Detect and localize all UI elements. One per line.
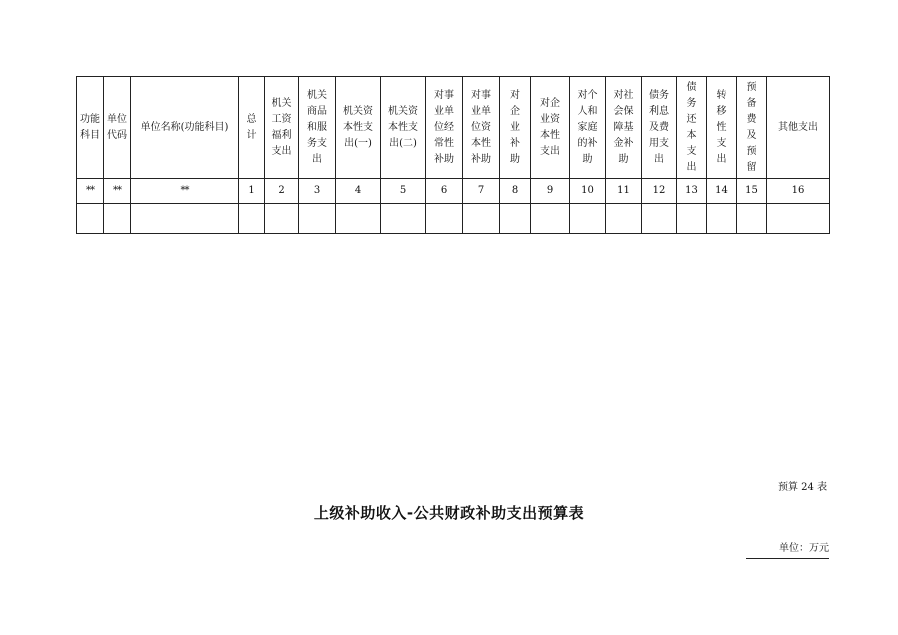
- header-cell: [104, 77, 131, 179]
- header-cell: [265, 77, 299, 179]
- code-cell: **: [77, 179, 104, 204]
- data-cell: [104, 204, 131, 234]
- data-cell: [381, 204, 426, 234]
- header-cell: [77, 77, 104, 179]
- header-cell: [336, 77, 381, 179]
- header-social-security: 对社 会保 障基 金补 助: [613, 89, 634, 165]
- header-cell: [463, 77, 500, 179]
- header-cell: [299, 77, 336, 179]
- data-cell: [265, 204, 299, 234]
- code-cell: 5: [381, 179, 426, 204]
- data-cell: [299, 204, 336, 234]
- header-institution-capital: 对事 业单 位资 本性 补助: [471, 89, 491, 165]
- data-row: [77, 204, 830, 234]
- header-unit-code: 单位 代码: [107, 113, 127, 141]
- header-transfer: 转 移 性 支 出: [716, 89, 727, 165]
- header-cell: [381, 77, 426, 179]
- header-salary-welfare: 机关 工资 福利 支出: [271, 97, 292, 157]
- header-cell: [131, 77, 239, 179]
- data-cell: [463, 204, 500, 234]
- header-debt-principal: 债 务 还 本 支 出: [686, 81, 697, 173]
- data-cell: [737, 204, 767, 234]
- header-cell: [677, 77, 707, 179]
- code-cell: 14: [707, 179, 737, 204]
- header-cell: [642, 77, 677, 179]
- code-cell: 13: [677, 179, 707, 204]
- page-title: 上级补助收入-公共财政补助支出预算表: [313, 504, 585, 522]
- header-cell: [767, 77, 830, 179]
- header-function-subject: 功能 科目: [80, 113, 100, 141]
- code-cell: 10: [570, 179, 606, 204]
- header-goods-services: 机关 商品 和服 务支 出: [307, 89, 327, 165]
- code-cell: 2: [265, 179, 299, 204]
- header-institution-regular: 对事 业单 位经 常性 补助: [434, 89, 454, 165]
- data-cell: [426, 204, 463, 234]
- budget-table: [76, 76, 830, 234]
- table-number: 预算 24 表: [778, 482, 828, 493]
- code-cell: 3: [299, 179, 336, 204]
- data-cell: [77, 204, 104, 234]
- header-total: 总 计: [246, 113, 257, 141]
- header-individual-family: 对个 人和 家庭 的补 助: [577, 89, 598, 165]
- header-cell: [426, 77, 463, 179]
- code-cell: 7: [463, 179, 500, 204]
- header-debt-interest: 债务 利息 及费 用支 出: [649, 89, 669, 165]
- data-cell: [606, 204, 642, 234]
- header-cell: [500, 77, 531, 179]
- code-cell: 12: [642, 179, 677, 204]
- header-unit-name: 单位名称(功能科目): [140, 121, 229, 133]
- code-cell: **: [131, 179, 239, 204]
- data-cell: [570, 204, 606, 234]
- header-cell: [570, 77, 606, 179]
- header-enterprise-subsidy: 对 企 业 补 助: [510, 89, 520, 165]
- data-cell: [336, 204, 381, 234]
- data-cell: [707, 204, 737, 234]
- header-row: [77, 77, 830, 179]
- code-cell: 4: [336, 179, 381, 204]
- data-cell: [677, 204, 707, 234]
- code-cell: 16: [767, 179, 830, 204]
- code-cell: 1: [239, 179, 265, 204]
- header-reserve: 预 备 费 及 预 留: [746, 81, 757, 173]
- code-cell: 9: [531, 179, 570, 204]
- header-capital-1: 机关资 本性支 出(一): [343, 105, 373, 149]
- code-cell: 8: [500, 179, 531, 204]
- data-cell: [500, 204, 531, 234]
- code-cell: 15: [737, 179, 767, 204]
- code-cell: 11: [606, 179, 642, 204]
- data-cell: [531, 204, 570, 234]
- header-enterprise-capital: 对企 业资 本性 支出: [540, 97, 560, 157]
- header-cell: [531, 77, 570, 179]
- header-cell: [737, 77, 767, 179]
- header-other: 其他支出: [778, 121, 818, 133]
- header-cell: [606, 77, 642, 179]
- code-cell: 6: [426, 179, 463, 204]
- data-cell: [642, 204, 677, 234]
- data-cell: [131, 204, 239, 234]
- header-capital-2: 机关资 本性支 出(二): [388, 105, 418, 149]
- code-cell: **: [104, 179, 131, 204]
- header-cell: [239, 77, 265, 179]
- data-cell: [767, 204, 830, 234]
- header-cell: [707, 77, 737, 179]
- data-cell: [239, 204, 265, 234]
- code-row: [77, 179, 830, 204]
- unit-label: 单位：万元: [746, 539, 829, 559]
